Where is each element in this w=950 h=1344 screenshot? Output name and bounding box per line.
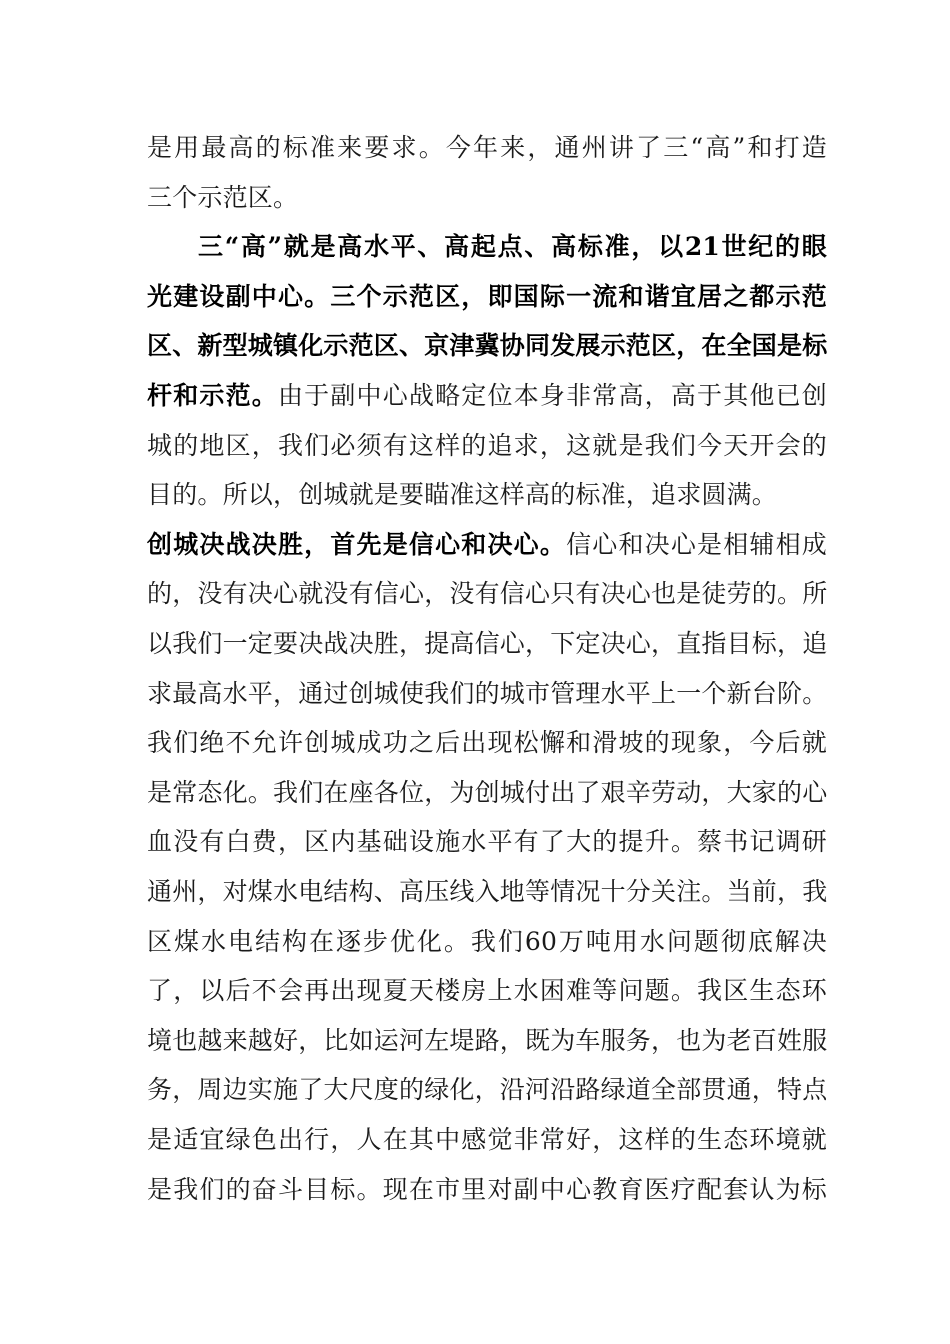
text-line-21 — [147, 1120, 827, 1160]
text-line-16 — [147, 872, 827, 912]
text-line-2 — [147, 178, 827, 218]
text-line-13 — [147, 723, 827, 763]
text-line-6 — [147, 376, 827, 416]
text-line-22 — [147, 1170, 827, 1210]
text-line-19 — [147, 1021, 827, 1061]
bold-text-segment: 光建设副中心。三个示范区，即国际一流和谐宜居之都示范 — [147, 281, 827, 311]
text-line-17 — [147, 922, 827, 962]
text-segment: 三个示范区。 — [147, 182, 299, 212]
text-line-14 — [147, 773, 827, 813]
text-line-10 — [147, 574, 827, 614]
text-line-7 — [147, 426, 827, 466]
text-segment: 了，以后不会再出现夏天楼房上水困难等问题。我区生态环 — [147, 976, 827, 1006]
text-segment: 是用最高的标准来要求。今年来，通州讲了三“高”和打造 — [147, 133, 827, 162]
text-line-8 — [147, 475, 827, 515]
text-segment: 的，没有决心就没有信心，没有信心只有决心也是徒劳的。所 — [147, 579, 828, 609]
text-line-12 — [147, 674, 827, 714]
text-line-1 — [147, 128, 827, 168]
text-segment: 我们绝不允许创城成功之后出现松懈和滑坡的现象，今后就 — [147, 728, 827, 758]
text-segment: 城的地区，我们必须有这样的追求，这就是我们今天开会的 — [147, 430, 827, 460]
text-line-15 — [147, 822, 827, 862]
bold-text-segment: 杆和示范。 — [147, 381, 278, 410]
text-segment: 求最高水平，通过创城使我们的城市管理水平上一个新台阶。 — [147, 678, 828, 708]
text-segment: 信心和决心是相辅相成 — [566, 529, 827, 559]
text-line-9 — [147, 525, 827, 565]
text-line-18 — [147, 971, 827, 1011]
text-segment: 血没有白费，区内基础设施水平有了大的提升。蔡书记调研 — [147, 827, 827, 857]
text-line-5 — [147, 326, 827, 366]
text-line-4 — [147, 277, 827, 317]
text-line-3 — [198, 227, 827, 267]
text-segment: 由于副中心战略定位本身非常高，高于其他已创 — [277, 381, 827, 410]
text-segment: 务，周边实施了大尺度的绿化，沿河沿路绿道全部贯通，特点 — [147, 1075, 828, 1105]
bold-text-segment: 创城决战决胜，首先是信心和决心。 — [147, 529, 567, 559]
text-segment: 是常态化。我们在座各位，为创城付出了艰辛劳动，大家的心 — [147, 777, 828, 807]
text-segment: 境也越来越好，比如运河左堤路，既为车服务，也为老百姓服 — [147, 1025, 828, 1055]
text-segment: 目的。所以，创城就是要瞄准这样高的标准，追求圆满。 — [147, 480, 778, 510]
text-segment: 以我们一定要决战决胜，提高信心，下定决心，直指目标，追 — [147, 629, 828, 658]
text-segment: 是适宜绿色出行，人在其中感觉非常好，这样的生态环境就 — [147, 1125, 827, 1154]
text-line-20 — [147, 1070, 827, 1110]
text-segment: 通州，对煤水电结构、高压线入地等情况十分关注。当前，我 — [147, 877, 828, 906]
text-line-11 — [147, 624, 827, 664]
text-segment: 区煤水电结构在逐步优化。我们60万吨用水问题彻底解决 — [147, 926, 827, 956]
bold-text-segment: 三“高”就是高水平、高起点、高标准，以21世纪的眼 — [198, 232, 827, 262]
text-segment: 是我们的奋斗目标。现在市里对副中心教育医疗配套认为标 — [147, 1174, 827, 1204]
bold-text-segment: 区、新型城镇化示范区、京津冀协同发展示范区，在全国是标 — [147, 331, 828, 361]
